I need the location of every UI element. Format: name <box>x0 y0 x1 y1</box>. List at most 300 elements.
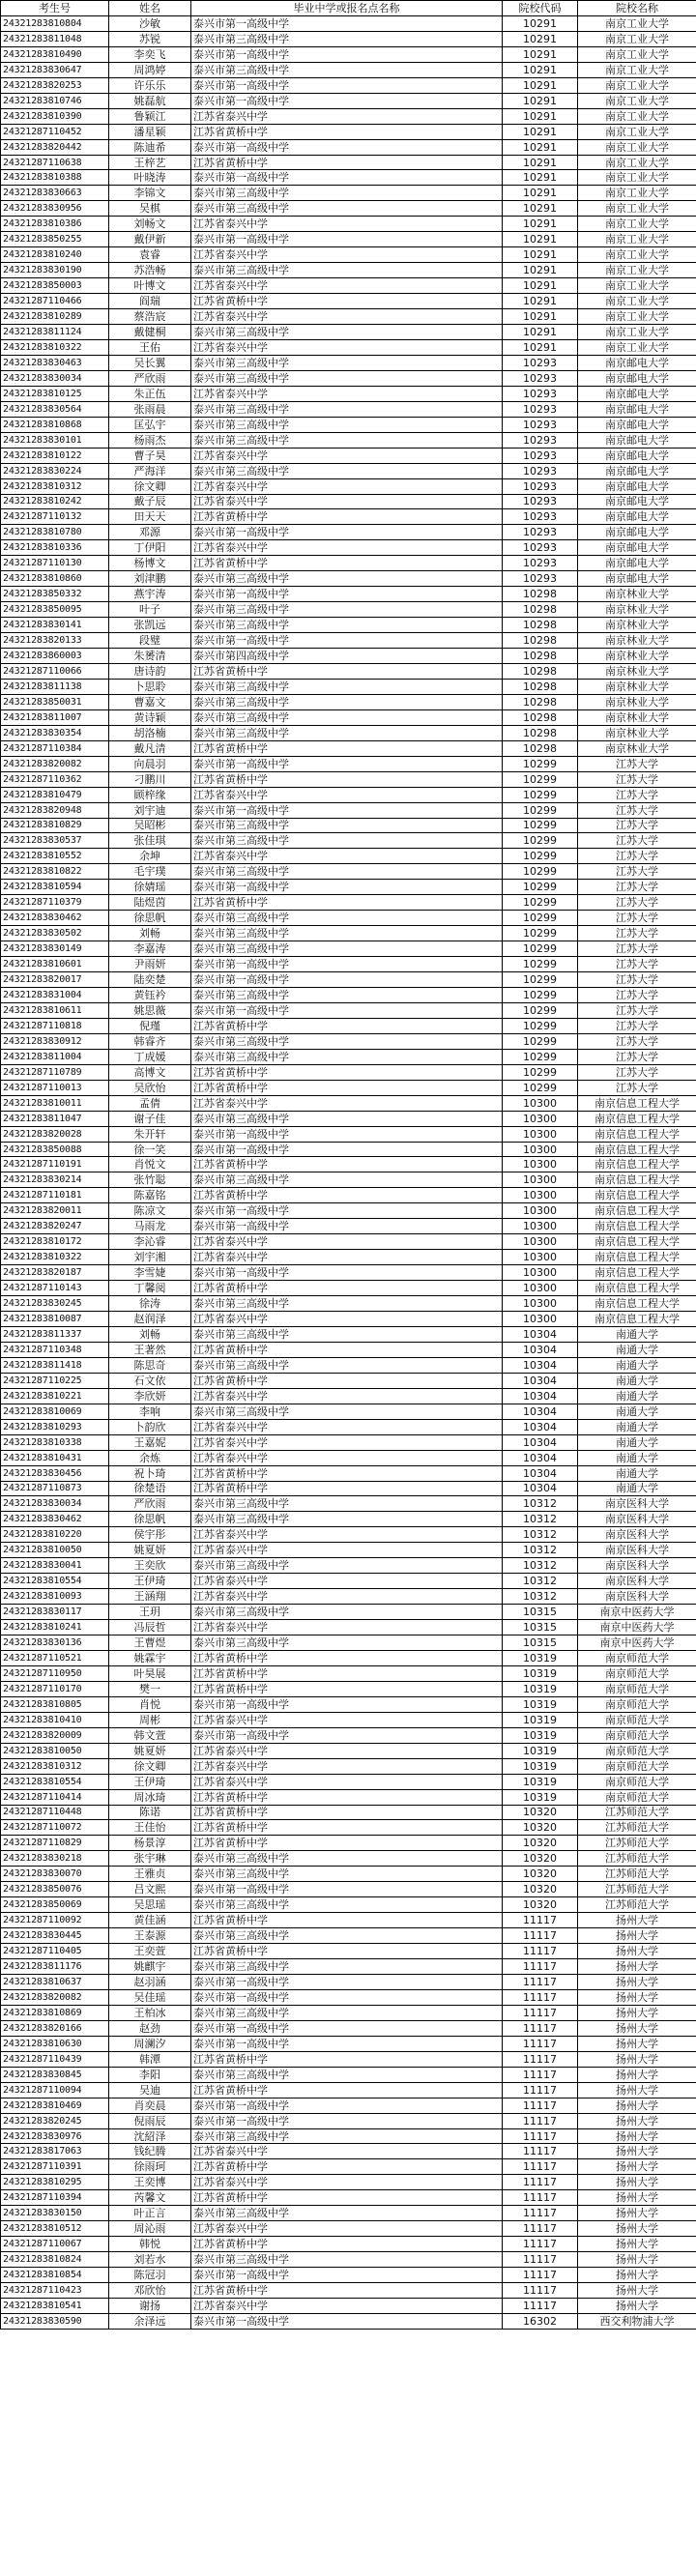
college-code-cell: 10299 <box>503 756 578 771</box>
exam-number-cell: 24321283810087 <box>1 1312 109 1327</box>
table-row <box>1 1758 696 1774</box>
school-cell: 泰兴市第三高级中学 <box>191 31 503 46</box>
school-cell: 江苏省泰兴中学 <box>191 309 503 325</box>
college-code-cell: 10299 <box>503 988 578 1003</box>
college-name-cell: 扬州大学 <box>578 2221 696 2237</box>
school-cell: 江苏省泰兴中学 <box>191 849 503 864</box>
college-code-cell: 10319 <box>503 1789 578 1805</box>
table-row <box>1 401 696 417</box>
college-code-cell: 10291 <box>503 294 578 309</box>
student-name-cell: 刘畅文 <box>109 217 191 232</box>
college-code-cell: 10299 <box>503 895 578 911</box>
exam-number-cell: 24321283810336 <box>1 540 109 556</box>
school-cell: 泰兴市第三高级中学 <box>191 1928 503 1944</box>
student-name-cell: 严欣雨 <box>109 370 191 386</box>
student-name-cell: 徐思帆 <box>109 911 191 926</box>
table-row <box>1 1142 696 1157</box>
college-code-cell: 10299 <box>503 1033 578 1049</box>
college-code-cell: 10312 <box>503 1527 578 1543</box>
college-code-cell: 10291 <box>503 247 578 263</box>
student-name-cell: 李锦文 <box>109 186 191 201</box>
exam-number-cell: 24321287110439 <box>1 2051 109 2067</box>
college-name-cell: 南通大学 <box>578 1404 696 1419</box>
table-row <box>1 2128 696 2144</box>
school-cell: 江苏省黄桥中学 <box>191 1805 503 1820</box>
table-row <box>1 849 696 864</box>
table-row <box>1 571 696 587</box>
table-row <box>1 1913 696 1928</box>
college-code-cell: 11117 <box>503 2051 578 2067</box>
exam-number-cell: 24321283810050 <box>1 1743 109 1758</box>
table-row <box>1 2221 696 2237</box>
college-name-cell: 扬州大学 <box>578 2036 696 2051</box>
school-cell: 泰兴市第三高级中学 <box>191 417 503 432</box>
exam-number-cell: 24321283850255 <box>1 232 109 247</box>
table-row <box>1 1512 696 1527</box>
school-cell: 泰兴市第三高级中学 <box>191 602 503 618</box>
exam-number-cell: 24321283830956 <box>1 201 109 217</box>
school-cell: 江苏省黄桥中学 <box>191 1157 503 1172</box>
school-cell: 江苏省泰兴中学 <box>191 1434 503 1450</box>
college-name-cell: 南京师范大学 <box>578 1696 696 1712</box>
school-cell: 泰兴市第一高级中学 <box>191 1219 503 1234</box>
college-code-cell: 11117 <box>503 2159 578 2175</box>
school-cell: 江苏省黄桥中学 <box>191 1188 503 1203</box>
student-name-cell: 赵劲 <box>109 2020 191 2036</box>
school-cell: 江苏省泰兴中学 <box>191 2299 503 2314</box>
table-row <box>1 618 696 633</box>
table-row <box>1 2299 696 2314</box>
college-name-cell: 南京工业大学 <box>578 325 696 340</box>
table-row <box>1 1959 696 1975</box>
student-name-cell: 杨雨杰 <box>109 432 191 448</box>
table-row <box>1 201 696 217</box>
college-name-cell: 南京师范大学 <box>578 1789 696 1805</box>
college-code-cell: 10300 <box>503 1142 578 1157</box>
college-code-cell: 10291 <box>503 170 578 186</box>
college-code-cell: 10300 <box>503 1157 578 1172</box>
student-name-cell: 刘津鹏 <box>109 571 191 587</box>
student-name-cell: 唐诗韵 <box>109 663 191 679</box>
college-code-cell: 10299 <box>503 941 578 957</box>
college-code-cell: 10293 <box>503 370 578 386</box>
student-name-cell: 鲁颖江 <box>109 108 191 124</box>
table-row <box>1 957 696 972</box>
college-name-cell: 江苏大学 <box>578 802 696 818</box>
exam-number-cell: 24321283810479 <box>1 787 109 802</box>
student-name-cell: 张佳琪 <box>109 833 191 849</box>
school-cell: 江苏省泰兴中学 <box>191 1574 503 1589</box>
table-row <box>1 818 696 833</box>
college-name-cell: 南京信息工程大学 <box>578 1250 696 1265</box>
table-row <box>1 170 696 186</box>
table-row <box>1 2067 696 2082</box>
school-cell: 泰兴市第一高级中学 <box>191 756 503 771</box>
school-cell: 江苏省黄桥中学 <box>191 1080 503 1095</box>
exam-number-cell: 24321283810868 <box>1 417 109 432</box>
college-name-cell: 南京林业大学 <box>578 725 696 740</box>
college-name-cell: 南京师范大学 <box>578 1758 696 1774</box>
college-code-cell: 10320 <box>503 1820 578 1836</box>
student-name-cell: 袁睿 <box>109 247 191 263</box>
exam-number-cell: 24321283810386 <box>1 217 109 232</box>
student-name-cell: 周彬 <box>109 1712 191 1727</box>
exam-number-cell: 24321283810322 <box>1 339 109 355</box>
table-row <box>1 1774 696 1789</box>
exam-number-cell: 24321283850031 <box>1 694 109 709</box>
college-name-cell: 南京林业大学 <box>578 587 696 602</box>
college-code-cell: 10298 <box>503 602 578 618</box>
school-cell: 江苏省黄桥中学 <box>191 294 503 309</box>
exam-number-cell: 24321283810322 <box>1 1250 109 1265</box>
college-name-cell: 南京林业大学 <box>578 602 696 618</box>
table-row <box>1 325 696 340</box>
table-row <box>1 247 696 263</box>
exam-number-cell: 24321283830190 <box>1 263 109 278</box>
exam-number-cell: 24321283810822 <box>1 864 109 880</box>
exam-number-cell: 24321283830590 <box>1 2313 109 2329</box>
table-row <box>1 1126 696 1142</box>
college-name-cell: 扬州大学 <box>578 1928 696 1944</box>
college-name-cell: 江苏大学 <box>578 957 696 972</box>
table-row <box>1 587 696 602</box>
college-name-cell: 扬州大学 <box>578 2237 696 2252</box>
college-name-cell: 南京信息工程大学 <box>578 1265 696 1281</box>
table-row <box>1 895 696 911</box>
school-cell: 江苏省泰兴中学 <box>191 2175 503 2190</box>
school-cell: 江苏省黄桥中学 <box>191 1913 503 1928</box>
college-name-cell: 南京信息工程大学 <box>578 1142 696 1157</box>
college-code-cell: 11117 <box>503 2113 578 2128</box>
header-college-name: 院校名称 <box>578 1 696 16</box>
college-code-cell: 10319 <box>503 1681 578 1696</box>
college-name-cell: 南通大学 <box>578 1434 696 1450</box>
school-cell: 江苏省黄桥中学 <box>191 2283 503 2299</box>
student-name-cell: 倪瑾 <box>109 1018 191 1033</box>
college-name-cell: 南京工业大学 <box>578 124 696 139</box>
school-cell: 江苏省黄桥中学 <box>191 1281 503 1296</box>
table-row <box>1 108 696 124</box>
exam-number-cell: 24321283810490 <box>1 46 109 62</box>
college-name-cell: 江苏师范大学 <box>578 1882 696 1897</box>
school-cell: 江苏省泰兴中学 <box>191 540 503 556</box>
student-name-cell: 肖奕晨 <box>109 2098 191 2113</box>
exam-number-cell: 24321287110092 <box>1 1913 109 1928</box>
table-row <box>1 1326 696 1342</box>
college-name-cell: 南京邮电大学 <box>578 448 696 463</box>
college-name-cell: 南京工业大学 <box>578 155 696 170</box>
college-code-cell: 10304 <box>503 1450 578 1465</box>
college-code-cell: 11117 <box>503 2206 578 2221</box>
school-cell: 泰兴市第一高级中学 <box>191 633 503 649</box>
student-name-cell: 石文依 <box>109 1373 191 1388</box>
student-name-cell: 严欣雨 <box>109 1496 191 1512</box>
table-row <box>1 46 696 62</box>
school-cell: 泰兴市第一高级中学 <box>191 170 503 186</box>
student-name-cell: 胡洛楠 <box>109 725 191 740</box>
student-name-cell: 陆煜茵 <box>109 895 191 911</box>
student-name-cell: 刘若水 <box>109 2252 191 2268</box>
exam-number-cell: 24321283830462 <box>1 1512 109 1527</box>
school-cell: 泰兴市第三高级中学 <box>191 1296 503 1312</box>
student-name-cell: 王泰源 <box>109 1928 191 1944</box>
student-name-cell: 徐涛 <box>109 1296 191 1312</box>
school-cell: 泰兴市第三高级中学 <box>191 911 503 926</box>
college-code-cell: 10304 <box>503 1373 578 1388</box>
college-code-cell: 10291 <box>503 309 578 325</box>
table-row <box>1 1928 696 1944</box>
college-code-cell: 10293 <box>503 571 578 587</box>
student-name-cell: 戴子辰 <box>109 494 191 509</box>
student-name-cell: 丁成媛 <box>109 1049 191 1064</box>
student-name-cell: 王奕博 <box>109 2175 191 2190</box>
school-cell: 泰兴市第一高级中学 <box>191 2313 503 2329</box>
college-name-cell: 南通大学 <box>578 1373 696 1388</box>
school-cell: 泰兴市第一高级中学 <box>191 2036 503 2051</box>
college-code-cell: 10304 <box>503 1481 578 1496</box>
table-row <box>1 139 696 155</box>
student-name-cell: 王佳怡 <box>109 1820 191 1836</box>
table-row <box>1 1033 696 1049</box>
college-name-cell: 江苏师范大学 <box>578 1867 696 1882</box>
table-row <box>1 802 696 818</box>
school-cell: 泰兴市第三高级中学 <box>191 818 503 833</box>
school-cell: 泰兴市第一高级中学 <box>191 972 503 988</box>
college-code-cell: 10293 <box>503 401 578 417</box>
exam-number-cell: 24321283820253 <box>1 77 109 93</box>
college-name-cell: 南京工业大学 <box>578 46 696 62</box>
exam-number-cell: 24321283830976 <box>1 2128 109 2144</box>
college-name-cell: 扬州大学 <box>578 2299 696 2314</box>
college-name-cell: 扬州大学 <box>578 1944 696 1959</box>
student-name-cell: 毛宇璞 <box>109 864 191 880</box>
college-code-cell: 11117 <box>503 2283 578 2299</box>
student-name-cell: 朱赟清 <box>109 649 191 664</box>
table-row <box>1 1496 696 1512</box>
college-name-cell: 南京信息工程大学 <box>578 1126 696 1142</box>
table-row <box>1 1281 696 1296</box>
student-name-cell: 李欣妍 <box>109 1388 191 1404</box>
college-name-cell: 南京林业大学 <box>578 633 696 649</box>
college-name-cell: 扬州大学 <box>578 2144 696 2159</box>
student-name-cell: 蔡浩宸 <box>109 309 191 325</box>
college-code-cell: 10298 <box>503 663 578 679</box>
header-row <box>1 1 696 16</box>
school-cell: 泰兴市第三高级中学 <box>191 2005 503 2020</box>
exam-number-cell: 24321283810637 <box>1 1975 109 1990</box>
student-name-cell: 徐婧瑶 <box>109 880 191 895</box>
table-row <box>1 1388 696 1404</box>
student-name-cell: 叶正言 <box>109 2206 191 2221</box>
college-name-cell: 扬州大学 <box>578 2128 696 2144</box>
exam-number-cell: 24321283810746 <box>1 93 109 108</box>
college-name-cell: 南通大学 <box>578 1450 696 1465</box>
college-code-cell: 11117 <box>503 2067 578 2082</box>
table-row <box>1 2237 696 2252</box>
exam-number-cell: 24321283820082 <box>1 1989 109 2005</box>
table-row <box>1 787 696 802</box>
college-code-cell: 10299 <box>503 771 578 787</box>
college-code-cell: 10312 <box>503 1512 578 1527</box>
school-cell: 江苏省黄桥中学 <box>191 556 503 571</box>
exam-number-cell: 24321283830647 <box>1 62 109 77</box>
student-name-cell: 戴伊新 <box>109 232 191 247</box>
student-name-cell: 苏锐 <box>109 31 191 46</box>
student-name-cell: 周鸿婷 <box>109 62 191 77</box>
school-cell: 泰兴市第三高级中学 <box>191 1512 503 1527</box>
school-cell: 泰兴市第一高级中学 <box>191 1203 503 1219</box>
table-row <box>1 771 696 787</box>
exam-number-cell: 24321283810242 <box>1 494 109 509</box>
college-code-cell: 10312 <box>503 1574 578 1589</box>
college-name-cell: 扬州大学 <box>578 2082 696 2098</box>
college-name-cell: 南京工业大学 <box>578 139 696 155</box>
school-cell: 泰兴市第一高级中学 <box>191 2098 503 2113</box>
college-code-cell: 10315 <box>503 1635 578 1651</box>
table-row <box>1 2190 696 2206</box>
college-name-cell: 南京工业大学 <box>578 93 696 108</box>
college-code-cell: 10291 <box>503 62 578 77</box>
college-code-cell: 10299 <box>503 787 578 802</box>
school-cell: 泰兴市第三高级中学 <box>191 1959 503 1975</box>
college-name-cell: 南京信息工程大学 <box>578 1203 696 1219</box>
exam-number-cell: 24321283810630 <box>1 2036 109 2051</box>
exam-number-cell: 24321283810854 <box>1 2268 109 2283</box>
table-row <box>1 509 696 525</box>
table-row <box>1 694 696 709</box>
table-row <box>1 1296 696 1312</box>
header-school: 毕业中学或报名点名称 <box>191 1 503 16</box>
table-row <box>1 556 696 571</box>
college-name-cell: 南京邮电大学 <box>578 494 696 509</box>
college-code-cell: 10291 <box>503 263 578 278</box>
school-cell: 泰兴市第一高级中学 <box>191 1142 503 1157</box>
college-code-cell: 10299 <box>503 818 578 833</box>
student-name-cell: 祝卜琦 <box>109 1465 191 1481</box>
student-name-cell: 张宇琳 <box>109 1851 191 1867</box>
college-name-cell: 南京信息工程大学 <box>578 1234 696 1250</box>
exam-number-cell: 24321283830218 <box>1 1851 109 1867</box>
student-name-cell: 徐思帆 <box>109 1512 191 1527</box>
student-name-cell: 叶晓涛 <box>109 170 191 186</box>
exam-number-cell: 24321287110423 <box>1 2283 109 2299</box>
school-cell: 江苏省黄桥中学 <box>191 771 503 787</box>
student-name-cell: 卜思聆 <box>109 679 191 694</box>
college-code-cell: 10299 <box>503 957 578 972</box>
exam-number-cell: 24321283810241 <box>1 1620 109 1635</box>
student-name-cell: 沙敏 <box>109 15 191 31</box>
student-name-cell: 李沁睿 <box>109 1234 191 1250</box>
exam-number-cell: 24321283850095 <box>1 602 109 618</box>
college-name-cell: 南京师范大学 <box>578 1727 696 1743</box>
school-cell: 泰兴市第三高级中学 <box>191 1033 503 1049</box>
college-name-cell: 南京邮电大学 <box>578 478 696 494</box>
college-code-cell: 10319 <box>503 1696 578 1712</box>
exam-number-cell: 24321287110132 <box>1 509 109 525</box>
school-cell: 江苏省黄桥中学 <box>191 1681 503 1696</box>
college-name-cell: 南京林业大学 <box>578 740 696 756</box>
school-cell: 江苏省泰兴中学 <box>191 1743 503 1758</box>
college-code-cell: 10304 <box>503 1465 578 1481</box>
table-row <box>1 1250 696 1265</box>
student-name-cell: 赵羽涵 <box>109 1975 191 1990</box>
college-name-cell: 南京工业大学 <box>578 186 696 201</box>
college-name-cell: 南京邮电大学 <box>578 556 696 571</box>
school-cell: 泰兴市第三高级中学 <box>191 833 503 849</box>
college-code-cell: 10293 <box>503 509 578 525</box>
school-cell: 江苏省泰兴中学 <box>191 494 503 509</box>
school-cell: 泰兴市第三高级中学 <box>191 1049 503 1064</box>
college-name-cell: 扬州大学 <box>578 2252 696 2268</box>
exam-number-cell: 24321283810554 <box>1 1774 109 1789</box>
table-row <box>1 1897 696 1913</box>
table-row <box>1 1789 696 1805</box>
exam-number-cell: 24321283810093 <box>1 1589 109 1605</box>
table-row <box>1 1867 696 1882</box>
school-cell: 泰兴市第一高级中学 <box>191 1265 503 1281</box>
student-name-cell: 王奕欣 <box>109 1558 191 1574</box>
exam-number-cell: 24321287110072 <box>1 1820 109 1836</box>
school-cell: 泰兴市第三高级中学 <box>191 941 503 957</box>
school-cell: 江苏省泰兴中学 <box>191 1774 503 1789</box>
table-row <box>1 833 696 849</box>
college-name-cell: 南京邮电大学 <box>578 540 696 556</box>
student-name-cell: 刘宇湘 <box>109 1250 191 1265</box>
college-name-cell: 南京邮电大学 <box>578 432 696 448</box>
college-name-cell: 江苏大学 <box>578 771 696 787</box>
college-code-cell: 11117 <box>503 2036 578 2051</box>
college-code-cell: 10320 <box>503 1836 578 1851</box>
school-cell: 江苏省黄桥中学 <box>191 1342 503 1357</box>
college-name-cell: 江苏大学 <box>578 1080 696 1095</box>
college-name-cell: 扬州大学 <box>578 2175 696 2190</box>
school-cell: 江苏省泰兴中学 <box>191 1312 503 1327</box>
table-row <box>1 448 696 463</box>
student-name-cell: 姚磊航 <box>109 93 191 108</box>
student-name-cell: 吴欣怡 <box>109 1080 191 1095</box>
college-code-cell: 10319 <box>503 1650 578 1665</box>
college-code-cell: 10291 <box>503 278 578 294</box>
student-name-cell: 王梓艺 <box>109 155 191 170</box>
college-code-cell: 10298 <box>503 633 578 649</box>
student-name-cell: 陈嘉铭 <box>109 1188 191 1203</box>
exam-number-cell: 24321287110829 <box>1 1836 109 1851</box>
college-code-cell: 10319 <box>503 1774 578 1789</box>
college-code-cell: 10291 <box>503 31 578 46</box>
college-name-cell: 扬州大学 <box>578 2159 696 2175</box>
student-name-cell: 李奕飞 <box>109 46 191 62</box>
student-name-cell: 段璧 <box>109 633 191 649</box>
school-cell: 泰兴市第三高级中学 <box>191 988 503 1003</box>
college-code-cell: 10304 <box>503 1434 578 1450</box>
student-name-cell: 芮馨文 <box>109 2190 191 2206</box>
school-cell: 江苏省泰兴中学 <box>191 1250 503 1265</box>
exam-number-cell: 24321283810390 <box>1 108 109 124</box>
student-name-cell: 邓欣怡 <box>109 2283 191 2299</box>
school-cell: 江苏省泰兴中学 <box>191 448 503 463</box>
exam-number-cell: 24321283830224 <box>1 463 109 478</box>
college-name-cell: 江苏大学 <box>578 895 696 911</box>
college-code-cell: 10299 <box>503 972 578 988</box>
college-code-cell: 11117 <box>503 2175 578 2190</box>
college-code-cell: 10304 <box>503 1342 578 1357</box>
college-code-cell: 10299 <box>503 864 578 880</box>
student-name-cell: 张雨晨 <box>109 401 191 417</box>
table-row <box>1 263 696 278</box>
college-name-cell: 扬州大学 <box>578 1959 696 1975</box>
school-cell: 江苏省黄桥中学 <box>191 1018 503 1033</box>
school-cell: 江苏省黄桥中学 <box>191 155 503 170</box>
